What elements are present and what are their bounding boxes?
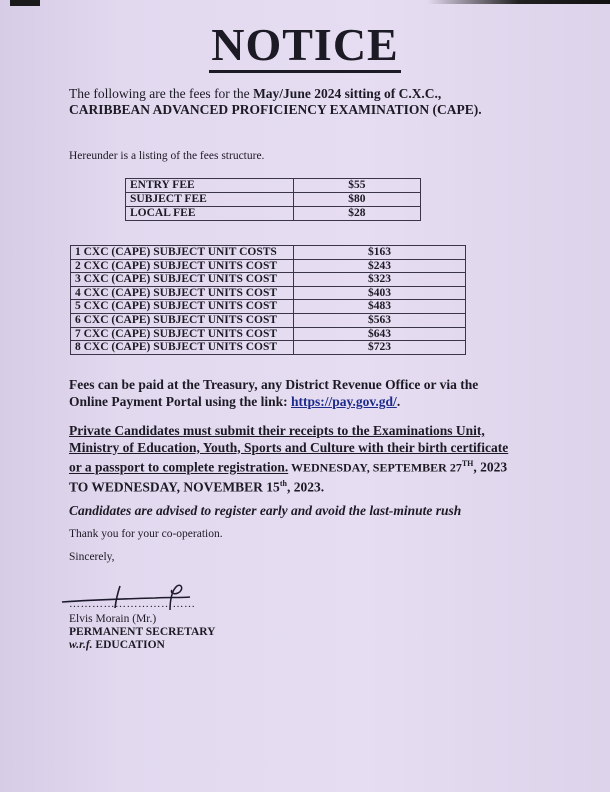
advice-text: Candidates are advised to register early and avoid the last-minute rush [69,503,462,518]
fee-amount: $563 [294,313,466,327]
payment-end: . [396,394,401,409]
intro-session: May/June 2024 sitting of C.X.C., CARIBBEAN ADVANCED PROFICIENCY EXAMINATION (CAPE). [69,86,482,117]
fee-label: 7 CXC (CAPE) SUBJECT UNITS COST [71,327,294,341]
fee-amount: $243 [294,259,466,273]
signatory-department [69,639,165,651]
fee-label: 4 CXC (CAPE) SUBJECT UNITS COST [71,286,294,300]
fees-row [126,193,421,207]
fee-amount: $163 [294,246,466,260]
fee-label: ENTRY FEE [126,179,294,193]
fees-table [125,178,421,221]
unit-cost-row [71,246,466,260]
unit-cost-row [71,273,466,287]
fee-amount: $28 [293,207,420,221]
payment-paragraph [69,376,489,410]
fee-label: 2 CXC (CAPE) SUBJECT UNITS COST [71,259,294,273]
fee-label: LOCAL FEE [126,207,294,221]
unit-cost-row [71,341,466,355]
signature-line: …………………………… [69,598,196,610]
fee-label: 6 CXC (CAPE) SUBJECT UNITS COST [71,313,294,327]
fee-label: SUBJECT FEE [126,193,294,207]
private-candidates-text: Private Candidates must submit their receipts to the Examinations Unit, Ministry of Education, Youth, Sports and Culture with their birth certificate or a passport to complete registration. [69,423,509,475]
wrf-abbrev: w.r.f. [69,639,93,651]
fee-amount: $483 [294,300,466,314]
fees-row [126,179,421,193]
department-name: EDUCATION [95,639,165,651]
unit-cost-row [71,300,466,314]
registration-start: WEDNESDAY, SEPTEMBER 27 [288,460,462,475]
intro-prefix: The following are the fees for the [69,86,254,101]
fee-label: 3 CXC (CAPE) SUBJECT UNITS COST [71,273,294,287]
fee-label: 5 CXC (CAPE) SUBJECT UNITS COST [71,300,294,314]
thanks-text: Thank you for your co-operation. [69,528,223,540]
private-candidates-paragraph [69,423,509,496]
payment-text: Fees can be paid at the Treasury, any District Revenue Office or via the Online Payment Portal using the link: [69,377,479,409]
unit-cost-row [71,313,466,327]
fee-amount: $723 [294,341,466,355]
scan-edge-shadow [0,0,610,4]
unit-cost-row [71,286,466,300]
unit-cost-row [71,327,466,341]
fee-label: 8 CXC (CAPE) SUBJECT UNITS COST [71,341,294,355]
fee-amount: $80 [293,193,420,207]
date-suffix: TH [461,459,474,468]
signatory-name: Elvis Morain (Mr.) [69,613,157,625]
fee-amount: $55 [293,179,420,193]
fee-label: 1 CXC (CAPE) SUBJECT UNIT COSTS [71,246,294,260]
date-suffix: th [279,479,287,488]
fee-amount: $403 [294,286,466,300]
fee-amount: $643 [294,327,466,341]
fees-intro: Hereunder is a listing of the fees structure. [69,150,265,162]
closing-text: Sincerely, [69,551,115,563]
fee-amount: $323 [294,273,466,287]
unit-cost-row [71,259,466,273]
payment-link[interactable]: https://pay.gov.gd/ [291,394,397,409]
registration-year: , 2023. [286,479,325,495]
fees-row [126,207,421,221]
registration-end: , 2023 TO WEDNESDAY, NOVEMBER 15 [69,459,508,495]
signatory-title: PERMANENT SECRETARY [69,626,216,638]
notice-title: NOTICE [0,18,610,71]
unit-costs-table [70,245,466,355]
intro-paragraph [69,86,489,118]
